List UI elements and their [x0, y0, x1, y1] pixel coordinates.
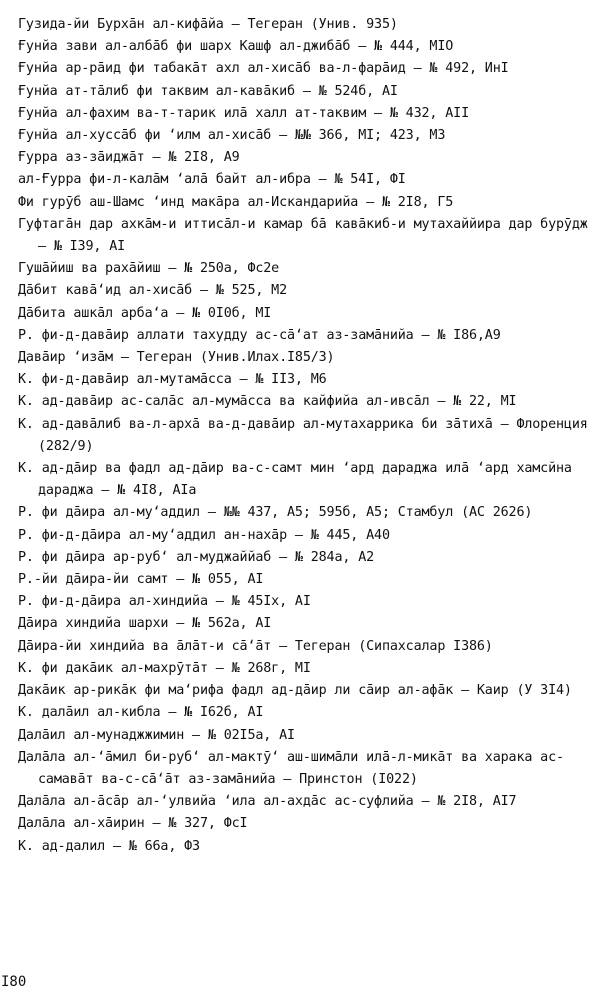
list-entry: Р. фи-д-дāира ал-хиндийа – № 45Iх, AI — [18, 594, 311, 610]
list-entry: Дакāик ар-рикāк фи маʻрифа фадл ад-дāир ли сāир ал-афāк – Каир (У 3I4) — [18, 683, 572, 699]
list-entry: Гуфтагāн дар ахкāм-и иттисāл-и камар бā кавāкиб-и мутахаййира дар бурӯдж – № I39, AI — [18, 216, 588, 255]
list-entry: Ғунйа ар-рāид фи табакāт ахл ал-хисāб ва-л-фарāид – № 492, ИнI — [18, 61, 509, 77]
page-number: I80 — [1, 974, 27, 990]
list-entry: Далāла ал-ʻāмил би-рубʻ ал-мактӯʻ аш-шимāли илā-л-микāт ва харака ас-самавāт ва-с-сāʻāт аз-замāнийа – Принстон (I022) — [18, 749, 564, 787]
list-entry: К. ад-далил – № 66а, Ф3 — [18, 838, 200, 854]
list-entry: Ғунйа зави ал-албāб фи шарх Кашф ал-джибāб – № 444, MIO — [18, 39, 454, 55]
list-entry: Дāбит кавāʻид ал-хисāб – № 525, M2 — [18, 283, 288, 299]
list-entry: Далāла ал-āсāр ал-ʻулвийа ʻила ал-ахдāс ас-суфлийа – № 2I8, AI7 — [18, 794, 517, 810]
list-entry: К. ад-давāлиб ва-л-архā ва-д-давāир ал-мутахаррика би зāтихā – Флоренция (282/9) — [18, 416, 588, 454]
list-entry: К. фи дакāик ал-махрӯтāт – № 268г, MI — [18, 660, 311, 676]
list-entry: Ғурра аз-зāиджāт – № 2I8, A9 — [18, 150, 240, 166]
list-entry: Р. фи дāира ал-муʻаддил – №№ 437, A5; 595б, A5; Стамбул (AC 2626) — [18, 505, 533, 521]
list-entry: К. ад-дāир ва фадл ад-дāир ва-с-самт мин ʻард дараджа илā ʻард хамсйна дараджа – № 4I8, AIа — [18, 461, 572, 499]
list-entry: К. ад-давāир ас-салāс ал-мумāсса ва кайфийа ал-ивсāл – № 22, MI — [18, 394, 517, 410]
list-entry: Ғунйа ал-хуссāб фи ʻилм ал-хисāб – №№ 366, MI; 423, M3 — [18, 128, 446, 144]
list-entry: Далāил ал-мунаджжимин – № 02I5а, AI — [18, 727, 295, 743]
list-entry: Р.-йи дāира-йи самт – № 055, AI — [18, 572, 264, 588]
list-entry: Гузида-йи Бурхāн ал-кифāйа – Тегеран (Унив. 935) — [18, 17, 398, 32]
bibliography-entry-list — [18, 14, 602, 858]
list-entry: Дāира-йи хиндийа ва āлāт-и сāʻāт – Тегеран (Сипахсалар I386) — [18, 638, 493, 654]
list-entry: ал-Ғурра фи-л-калāм ʻалā байт ал-ибра – № 54I, ФI — [18, 172, 406, 188]
list-entry: Фи гурӯб аш-Шамс ʻинд макāра ал-Искандарийа – № 2I8, Г5 — [18, 194, 454, 210]
list-entry: Давāир ʻизāм – Тегеран (Унив.Илах.I85/3) — [18, 350, 335, 366]
list-entry: Ғунйа ат-тāлиб фи таквим ал-кавāкиб – № 524б, AI — [18, 83, 398, 99]
list-entry: Гушāйиш ва рахāйиш – № 250а, Фс2е — [18, 261, 280, 277]
list-entry: Дāбита ашкāл арбаʻа – № 0I0б, MI — [18, 305, 272, 321]
list-entry: К. фи-д-давāир ал-мутамāсса – № II3, M6 — [18, 372, 327, 388]
list-entry: Ғунйа ал-фахим ва-т-тарик илā халл ат-таквим – № 432, AII — [18, 105, 469, 121]
list-entry: Р. фи дāира ар-рубʻ ал-муджаййаб – № 284а, A2 — [18, 549, 375, 565]
list-entry: Далāла ал-хāирин – № 327, ФсI — [18, 816, 248, 832]
list-entry: К. далāил ал-кибла – № I62б, AI — [18, 705, 264, 721]
list-entry: Р. фи-д-давāир аллати тахудду ас-сāʻат аз-замāнийа – № I86,A9 — [18, 327, 501, 343]
list-entry: Дāира хиндийа шархи – № 562а, AI — [18, 616, 272, 632]
list-entry: Р. фи-д-дāира ал-муʻаддил ан-нахāр – № 445, A40 — [18, 527, 390, 543]
